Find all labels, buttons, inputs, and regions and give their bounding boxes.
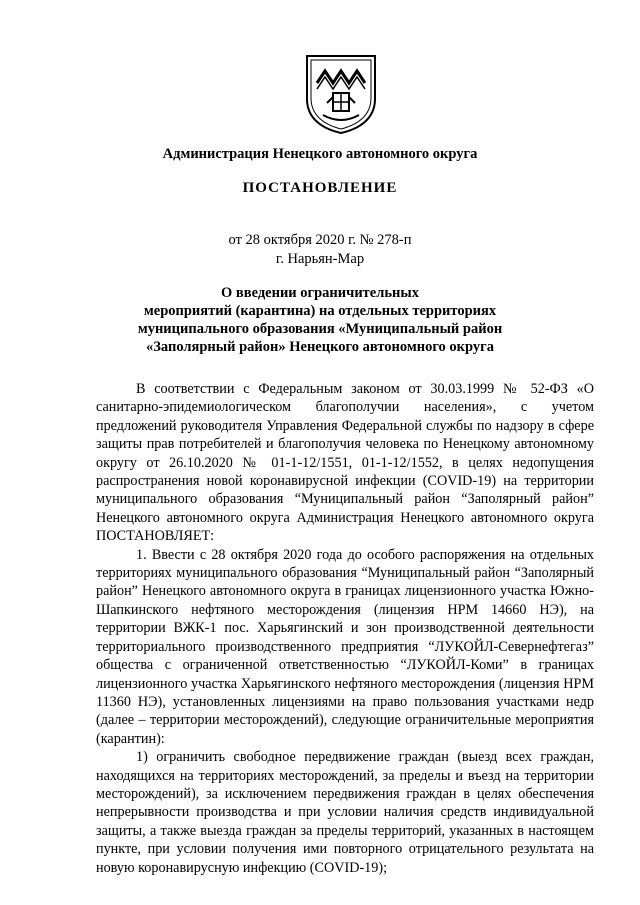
item-1-paragraph: 1. Ввести с 28 октября 2020 года до особого распоряжения на отдельных территориях муниципального образования “Муниципальный район “Заполярный район” Ненецкого автономного округа в границах лицензионного участка Южно-Шапкинского нефтяного месторождения (лицензия НРМ 14660 НЭ), на территории ВЖК-1 пос. Харьягинский и зон производственной деятельности территориального производственного предприятия “ЛУКОЙЛ-Севернефтегаз” общества с ограниченной ответственностью “ЛУКОЙЛ-Коми” в границах лицензионного участка Харьягинского нефтяного месторождения (лицензия НРМ 11360 НЭ), установленных лицензиями на право пользования участками недр (далее – территории месторождений), следующие ограничительные мероприятия (карантин): <box>96 546 594 747</box>
document-date-number: от 28 октября 2020 г. № 278-п <box>228 232 412 248</box>
coat-of-arms-emblem <box>303 53 379 135</box>
preamble-paragraph: В соответствии с Федеральным законом от 30.03.1999 № 52-ФЗ «О санитарно-эпидемиологическом благополучии населения», с учетом предложений руководителя Управления Федеральной службы по надзору в сфере защиты прав потребителей и благополучия человека по Ненецкому автономному округу от 26.10.2020 № 01-1-12/1551, 01-1-12/1552, в целях недопущения распространения новой коронавирусной инфекции (COVID-19) на территории муниципального образования “Муниципальный район “Заполярный район” Ненецкого автономного округа Администрация Ненецкого автономного округа ПОСТАНОВЛЯЕТ: <box>96 381 594 545</box>
subject-line: муниципального образования «Муниципальный район <box>137 321 503 337</box>
document-body <box>96 380 594 877</box>
subject-line: «Заполярный район» Ненецкого автономного округа <box>146 339 494 355</box>
document-type: ПОСТАНОВЛЕНИЕ <box>242 180 398 196</box>
document-city: г. Нарьян-Мар <box>275 251 365 267</box>
document-subject <box>0 284 640 356</box>
organization-name: Администрация Ненецкого автономного округа <box>162 146 478 162</box>
subject-line: мероприятий (карантина) на отдельных территориях <box>143 303 497 319</box>
subject-line: О введении ограничительных <box>221 285 419 301</box>
item-1-1-paragraph: 1) ограничить свободное передвижение граждан (выезд всех граждан, находящихся на территориях месторождений, за пределы и въезд на территории месторождений), за исключением передвижения граждан в целях обеспечения непрерывности производства и при условии наличия средств индивидуальной защиты, а также выезда граждан за пределы территорий, указанных в настоящем пункте, при условии получения ими повторного отрицательного результата на новую коронавирусную инфекцию (COVID-19); <box>96 749 594 876</box>
